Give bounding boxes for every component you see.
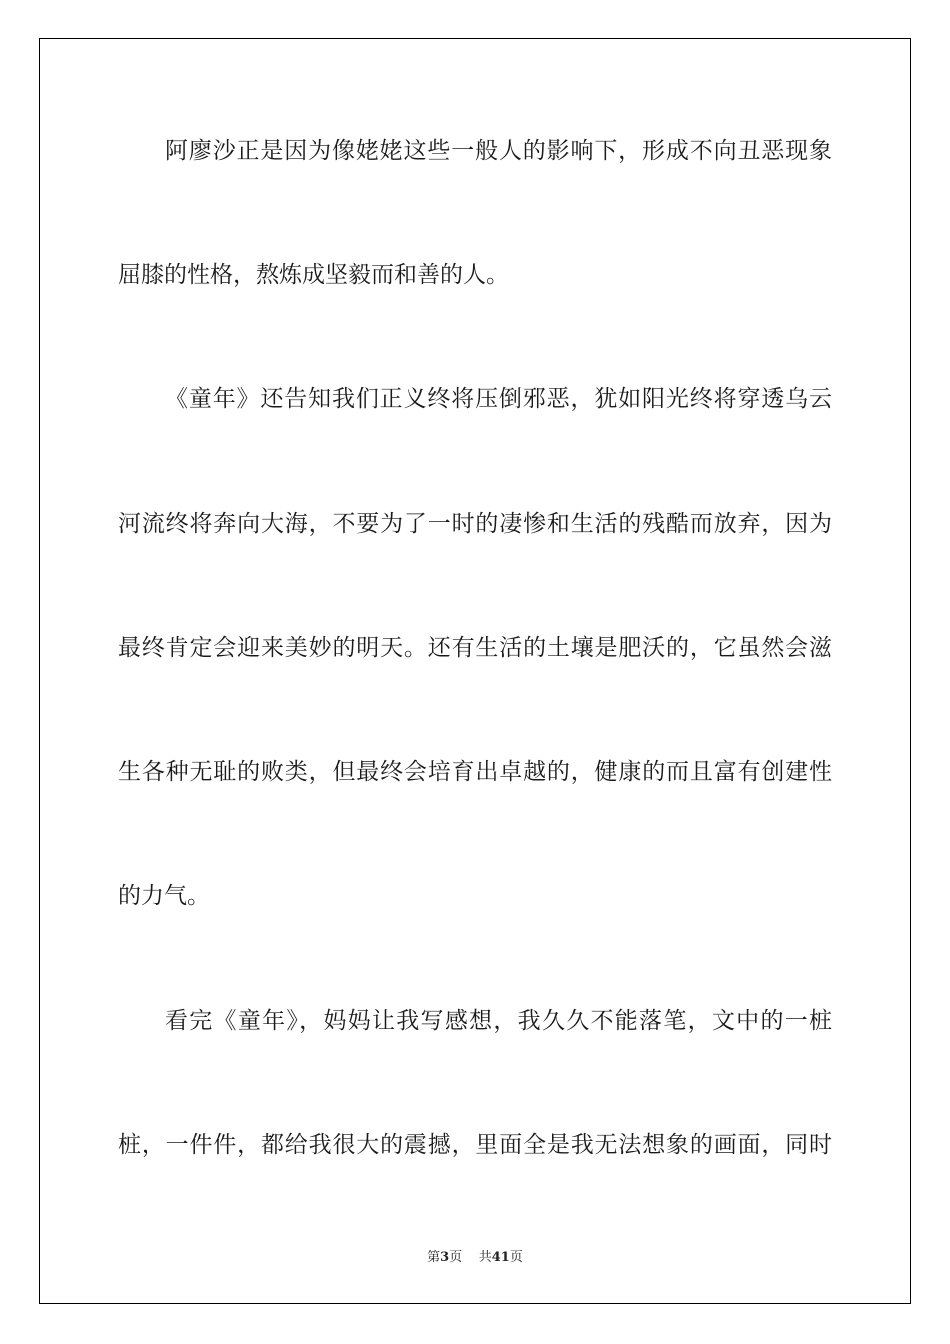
footer-prefix: 第 (427, 1250, 441, 1265)
footer-total-suffix: 页 (509, 1250, 523, 1265)
text-line: 最终肯定会迎来美妙的明天。还有生活的土壤是肥沃的，它虽然会滋 (118, 635, 832, 661)
page-footer (0, 1246, 950, 1265)
text-line: 看完《童年》，妈妈让我写感想，我久久不能落笔，文中的一桩 (165, 1008, 832, 1034)
total-pages: 41 (491, 1250, 510, 1265)
page-border (39, 38, 911, 1304)
text-line: 桩，一件件，都给我很大的震撼，里面全是我无法想象的画面，同时 (118, 1132, 832, 1158)
text-line: 生各种无耻的败类，但最终会培育出卓越的，健康的而且富有创建性 (118, 759, 832, 785)
text-line: 的力气。 (118, 883, 210, 909)
text-line: 《童年》还告知我们正义终将压倒邪恶，犹如阳光终将穿透乌云 (165, 386, 832, 412)
text-line: 河流终将奔向大海，不要为了一时的凄惨和生活的残酷而放弃，因为 (118, 511, 832, 537)
text-line: 屈膝的性格，熬炼成坚毅而和善的人。 (118, 262, 509, 288)
page-number: 3 (440, 1250, 450, 1265)
text-line: 阿廖沙正是因为像姥姥这些一般人的影响下，形成不向丑恶现象 (165, 138, 832, 164)
footer-total-prefix: 共 (478, 1250, 492, 1265)
footer-page-suffix: 页 (449, 1250, 463, 1265)
